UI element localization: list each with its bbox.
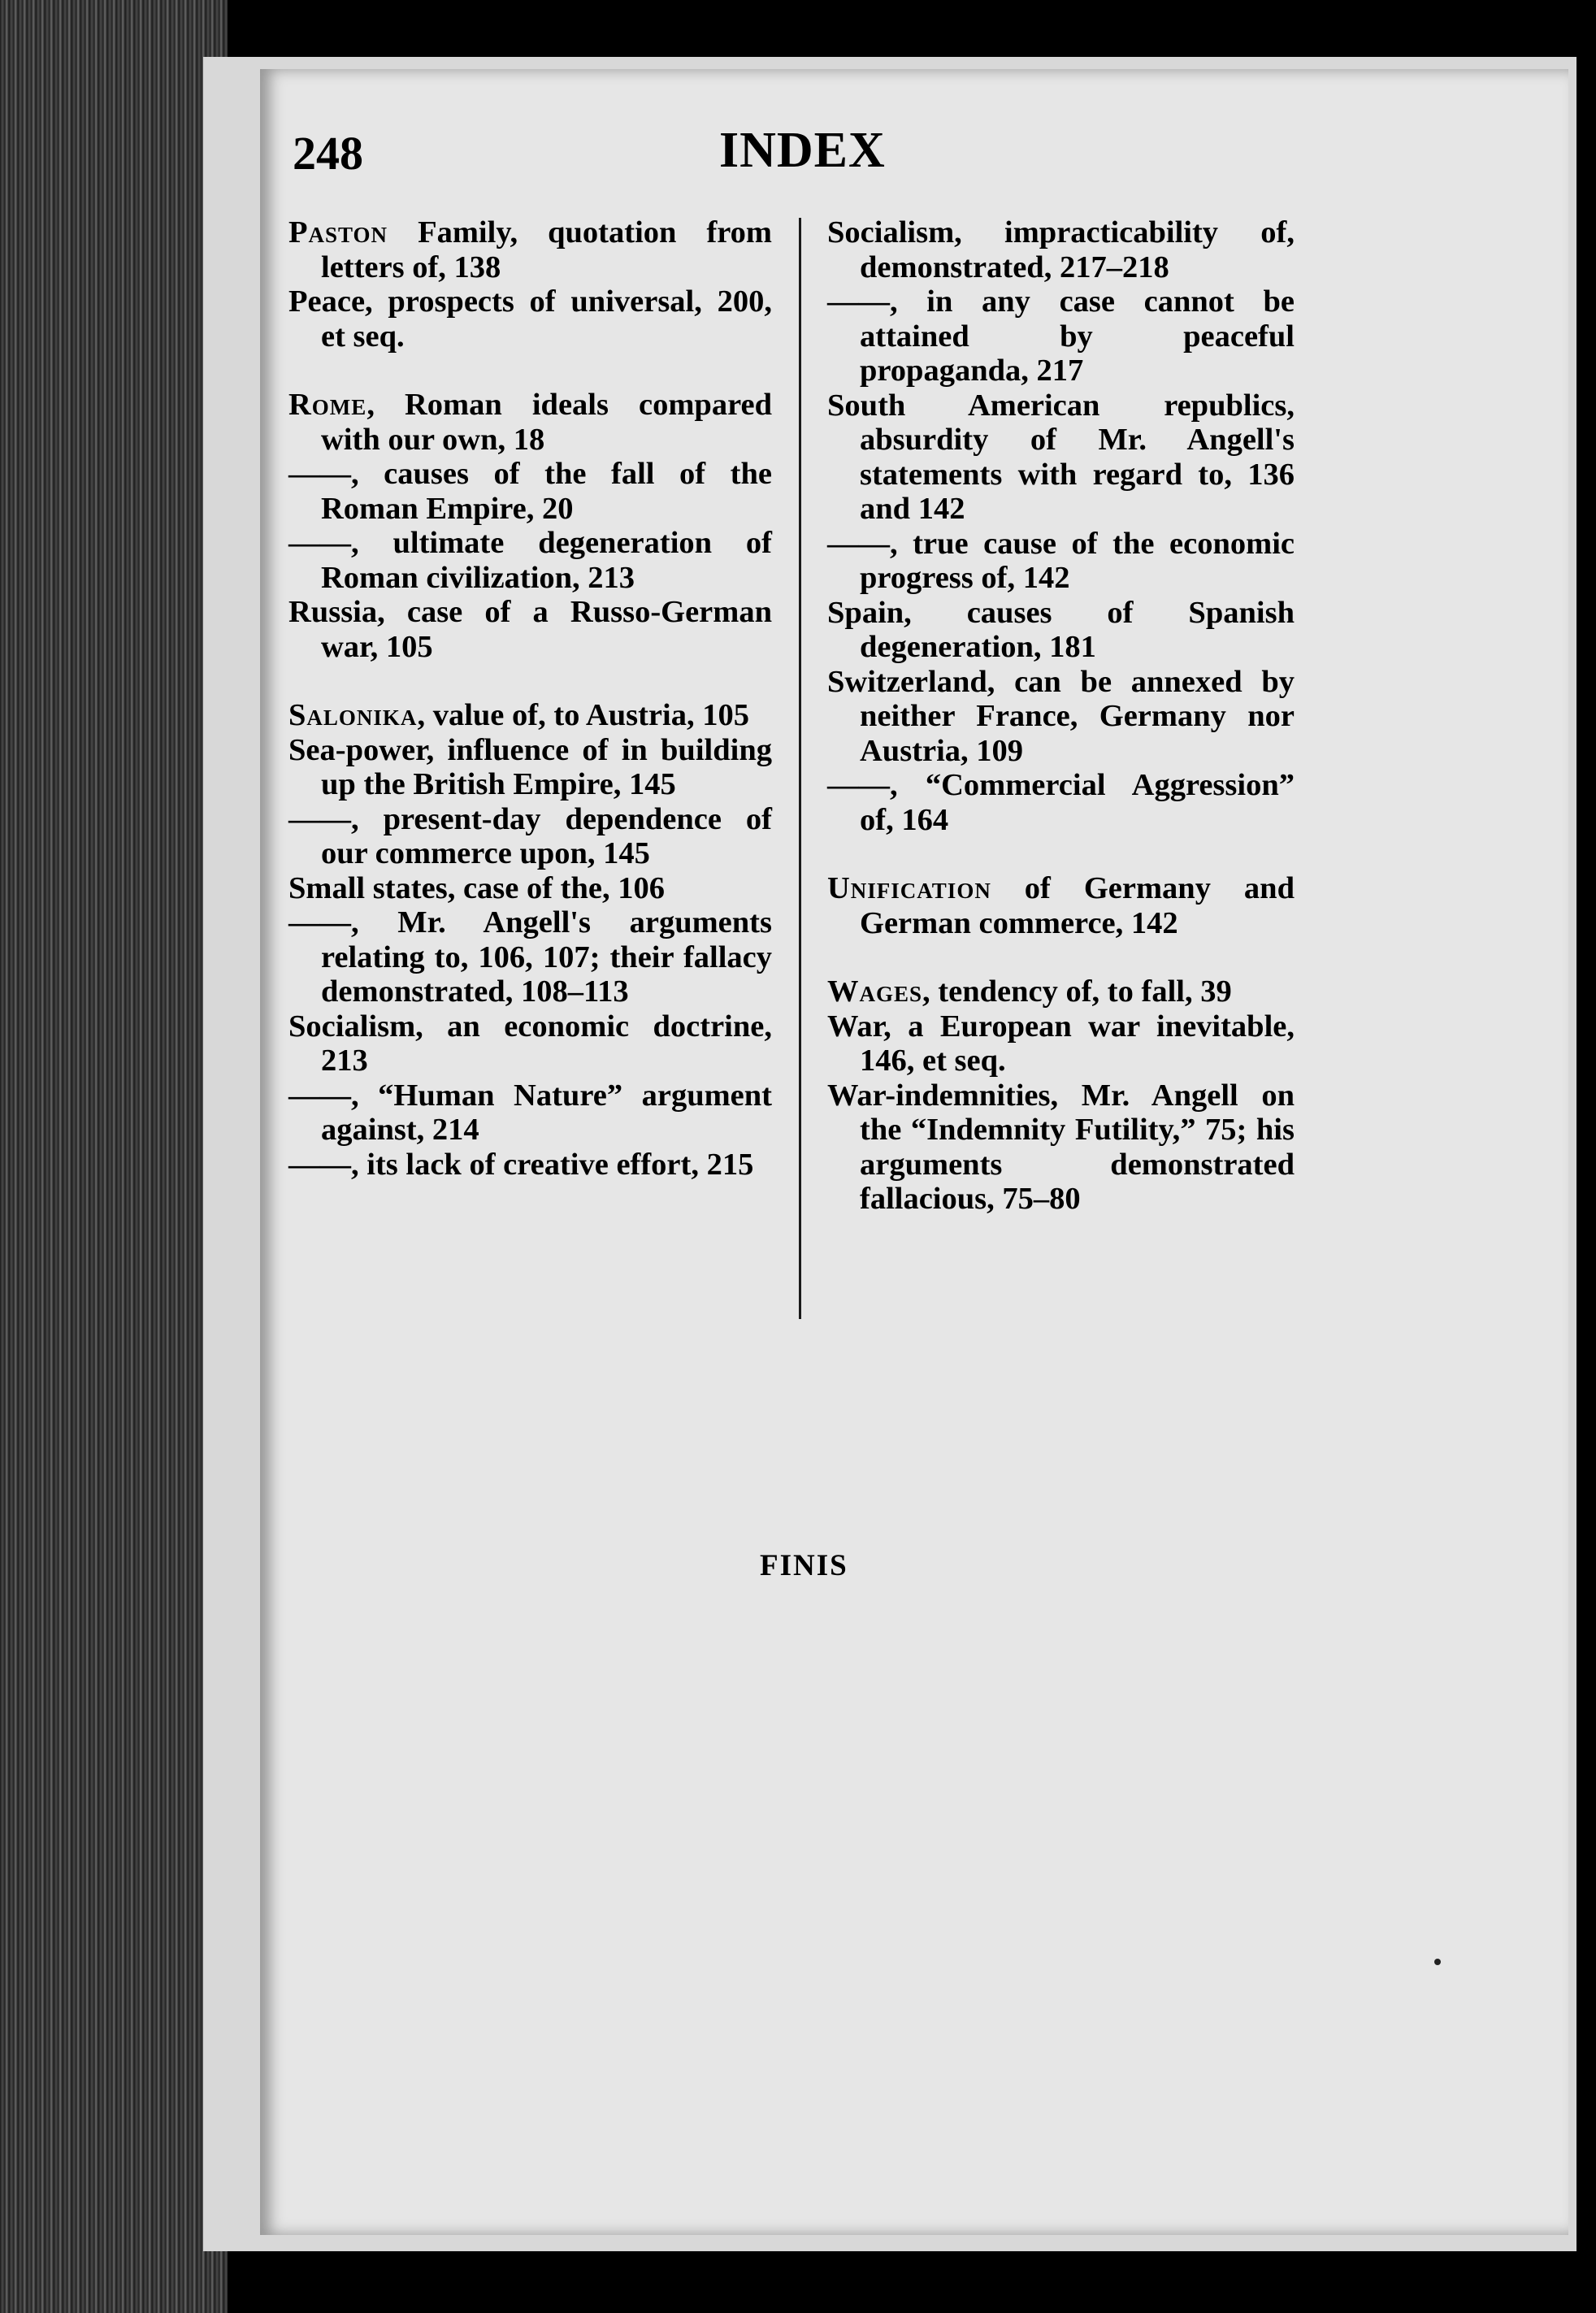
- section-gap: [827, 837, 1295, 871]
- page-title: INDEX: [719, 123, 886, 178]
- index-entry-heading: Paston: [288, 215, 388, 250]
- index-entry-text: of Germany and German commerce, 142: [860, 871, 1295, 940]
- index-entry-text: Socialism, an economic doctrine, 213: [288, 1009, 772, 1078]
- index-entry-text: War, a European war inevitable, 146, et seq.: [827, 1009, 1295, 1078]
- book-edge-right: [1576, 0, 1596, 2313]
- finis-text: FINIS: [760, 1549, 848, 1582]
- index-entry: [288, 595, 772, 664]
- index-entry: [827, 1009, 1295, 1078]
- index-entry-text: South American republics, absurdity of Mr. Angell's statements with regard to, 136 and 142: [827, 388, 1295, 526]
- index-entry: [288, 802, 772, 871]
- index-entry: [288, 1078, 772, 1148]
- section-gap: [827, 940, 1295, 974]
- index-entry-text: ——, true cause of the economic progress of, 142: [827, 526, 1295, 595]
- index-entry-text: Russia, case of a Russo-German war, 105: [288, 595, 772, 664]
- index-entry: [288, 1148, 772, 1183]
- index-column-left: [288, 215, 772, 1182]
- index-entry-text: War-indemnities, Mr. Angell on the “Indemnity Futility,” 75; his arguments demonstrated fallacious, 75–80: [827, 1078, 1295, 1216]
- index-entry: [288, 215, 772, 284]
- index-entry-text: ——, present-day dependence of our commerce upon, 145: [288, 801, 772, 870]
- index-entry-text: ——, Mr. Angell's arguments relating to, 106, 107; their fallacy demonstrated, 108–113: [288, 905, 772, 1009]
- index-column-right: [827, 215, 1295, 1217]
- index-entry-text: , value of, to Austria, 105: [417, 698, 749, 732]
- index-entry-text: ——, “Commercial Aggression” of, 164: [827, 768, 1295, 837]
- index-entry: [827, 871, 1295, 940]
- index-entry: [827, 596, 1295, 665]
- index-entry-heading: Rome: [288, 388, 367, 422]
- index-entry: [827, 768, 1295, 837]
- index-entry-text: Spain, causes of Spanish degeneration, 181: [827, 595, 1295, 664]
- index-entry: [288, 871, 772, 906]
- index-entry-heading: Unification: [827, 871, 991, 905]
- index-entry: [827, 665, 1295, 769]
- index-entry-text: ——, its lack of creative effort, 215: [288, 1147, 754, 1182]
- section-gap: [288, 664, 772, 698]
- index-entry: [827, 527, 1295, 596]
- index-entry-text: Small states, case of the, 106: [288, 870, 665, 905]
- book-edge-left: [0, 0, 228, 2313]
- index-entry: [288, 733, 772, 802]
- column-divider: [799, 218, 801, 1319]
- index-entry: [288, 1009, 772, 1078]
- index-entry: [827, 388, 1295, 527]
- index-entry-text: Switzerland, can be annexed by neither France, Germany nor Austria, 109: [827, 664, 1295, 768]
- index-entry-text: ——, ultimate degeneration of Roman civilization, 213: [288, 526, 772, 595]
- index-entry-text: Family, quotation from letters of, 138: [321, 215, 772, 284]
- index-entry: [288, 388, 772, 457]
- index-entry-text: , tendency of, to fall, 39: [922, 974, 1232, 1009]
- index-entry: [288, 526, 772, 595]
- index-entry-text: Peace, prospects of universal, 200, et seq.: [288, 284, 772, 354]
- index-entry-text: ——, causes of the fall of the Roman Empire, 20: [288, 457, 772, 526]
- index-entry: [827, 974, 1295, 1009]
- index-entry: [827, 215, 1295, 284]
- index-entry-text: Socialism, impracticability of, demonstrated, 217–218: [827, 215, 1295, 284]
- index-entry-text: ——, in any case cannot be attained by peaceful propaganda, 217: [827, 284, 1295, 388]
- index-entry: [288, 284, 772, 354]
- section-gap: [288, 354, 772, 388]
- index-entry-text: ——, “Human Nature” argument against, 214: [288, 1078, 772, 1147]
- index-entry: [827, 1078, 1295, 1217]
- index-entry: [288, 905, 772, 1009]
- page-number: 248: [293, 127, 363, 180]
- index-entry-heading: Salonika: [288, 698, 418, 732]
- index-entry: [288, 457, 772, 526]
- index-entry-heading: Wages: [827, 974, 923, 1009]
- index-entry-text: , Roman ideals compared with our own, 18: [321, 388, 772, 457]
- index-entry: [827, 284, 1295, 388]
- index-entry: [288, 698, 772, 733]
- index-entry-text: Sea-power, influence of in building up the British Empire, 145: [288, 732, 772, 801]
- ink-speck: [1434, 1959, 1441, 1965]
